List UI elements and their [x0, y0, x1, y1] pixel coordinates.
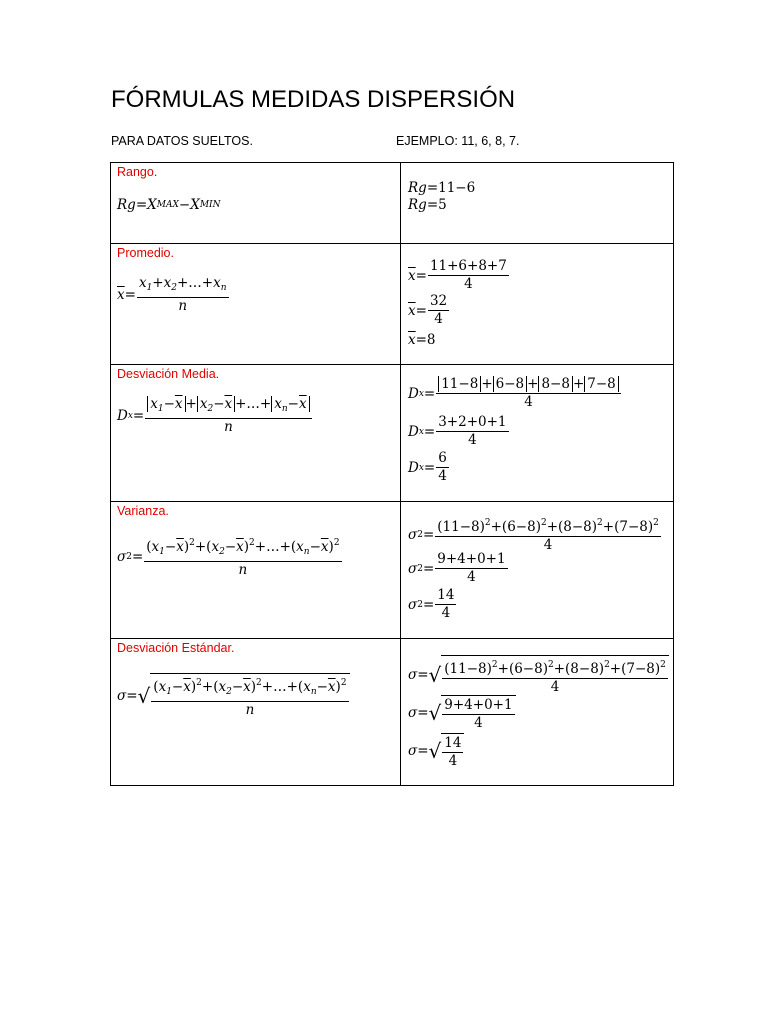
formula-standard-deviation: σ = √ $\frac{(x_1-\overline{x})^2+(x_2-\overline{x})^2+\dots+(x_n-\overline{x})^2}{n}$	[117, 673, 350, 718]
row-label: Desviación Media.	[117, 367, 220, 381]
example-cell	[401, 639, 674, 786]
example-line: $\overline{x}$ = $\frac{32}{4}$	[408, 293, 448, 327]
formula-range: Rg = X MAX − X MIN	[117, 197, 221, 213]
example-line: $\overline{x}$ = $\frac{11+6+8+7}{4}$	[408, 258, 507, 292]
example-line: σ = √ $\frac{9+4+0+1}{4}$	[408, 695, 516, 731]
example-line: D x = $\frac{3+2+0+1}{4}$	[408, 414, 507, 448]
formula-table	[110, 162, 674, 786]
example-line: D x = $\frac{11-8 + 6-8 + 8-8 + 7-8}{4}$	[408, 377, 622, 410]
table-row	[111, 639, 674, 786]
row-label: Rango.	[117, 165, 158, 179]
example-cell	[401, 244, 674, 365]
example-cell	[401, 163, 674, 244]
formula-cell	[111, 502, 401, 639]
formula-cell	[111, 163, 401, 244]
table-row	[111, 163, 674, 244]
example-line: σ = √ $\frac{(11-8)^2+(6-8)^2+(8-8)^2+(7-8)^2}{4}$	[408, 655, 669, 695]
example-line: σ 2 = $\frac{(11-8)^2+(6-8)^2+(8-8)^2+(7-8)^2}{4}$	[408, 518, 659, 553]
row-label: Varianza.	[117, 504, 169, 518]
example-line: Rg =5	[408, 197, 447, 213]
formula-cell	[111, 639, 401, 786]
table-row	[111, 502, 674, 639]
table-row	[111, 244, 674, 365]
page-title: FÓRMULAS MEDIDAS DISPERSIÓN	[111, 86, 516, 113]
table-row	[111, 365, 674, 502]
example-cell	[401, 365, 674, 502]
example-line: σ 2 = $\frac{9+4+0+1}{4}$	[408, 551, 506, 585]
example-line: D x = $\frac{6}{4}$	[408, 450, 447, 484]
example-line: σ = √ $\frac{14}{4}$	[408, 733, 464, 769]
row-label: Promedio.	[117, 246, 174, 260]
formula-cell	[111, 244, 401, 365]
example-line: $\overline{x}$ =8	[408, 332, 436, 348]
formula-mean: $\overline{x}$ = $\frac{x_1+x_2+\dots+x_n}{n}$	[117, 275, 227, 314]
subtitle-example: EJEMPLO: 11, 6, 8, 7.	[396, 134, 520, 148]
formula-mean-deviation: D x = $\frac{x_1-\overline{x} + x_2-\overline{x} +\dots+ x_n-\overline{x}}{n}$	[117, 397, 313, 435]
formula-variance: σ 2 = $\frac{(x_1-\overline{x})^2+(x_2-\overline{x})^2+\dots+(x_n-\overline{x})^2}{n}$	[117, 538, 340, 578]
formula-cell	[111, 365, 401, 502]
example-line: Rg =11−6	[408, 180, 476, 196]
example-line: σ 2 = $\frac{14}{4}$	[408, 587, 455, 621]
example-cell	[401, 502, 674, 639]
row-label: Desviación Estándar.	[117, 641, 235, 655]
subtitle-data-type: PARA DATOS SUELTOS.	[111, 134, 253, 148]
